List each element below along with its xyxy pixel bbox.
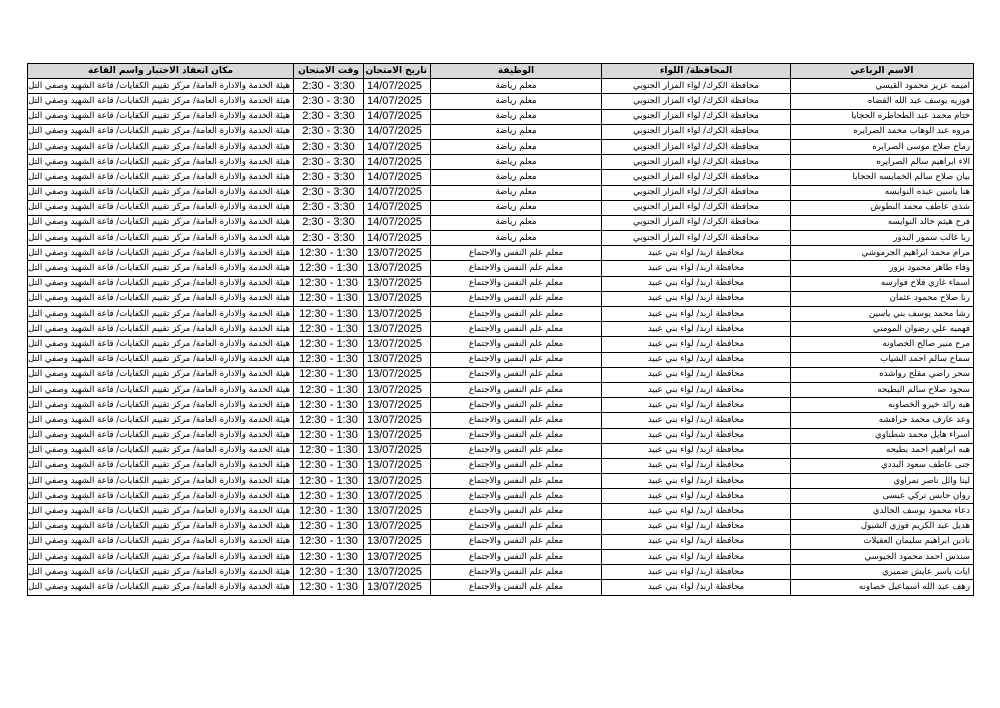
cell-governorate: محافظة اربد/ لواء بني عبيد <box>602 322 791 337</box>
cell-place: هيئة الخدمة والادارة العامة/ مركز تقييم الكفايات/ قاعة الشهيد وصفي التل <box>28 458 294 473</box>
cell-date: 13/07/2025 <box>364 291 431 306</box>
cell-date: 14/07/2025 <box>364 215 431 230</box>
cell-time: 12:30 - 1:30 <box>294 443 364 458</box>
cell-governorate: محافظة اربد/ لواء بني عبيد <box>602 580 791 595</box>
cell-job: معلم رياضة <box>431 94 602 109</box>
cell-place: هيئة الخدمة والادارة العامة/ مركز تقييم الكفايات/ قاعة الشهيد وصفي التل <box>28 534 294 549</box>
header-governorate: المحافظة/ اللواء <box>602 64 791 79</box>
table-row <box>28 139 974 154</box>
cell-name: بيان صلاح سالم الخمايسه الحجايا <box>791 170 974 185</box>
cell-place: هيئة الخدمة والادارة العامة/ مركز تقييم الكفايات/ قاعة الشهيد وصفي التل <box>28 79 294 94</box>
cell-time: 12:30 - 1:30 <box>294 352 364 367</box>
cell-job: معلم علم النفس والاجتماع <box>431 474 602 489</box>
cell-job: معلم علم النفس والاجتماع <box>431 504 602 519</box>
cell-time: 12:30 - 1:30 <box>294 413 364 428</box>
cell-name: رهف عبد الله اسماعيل خصاونه <box>791 580 974 595</box>
table-row <box>28 428 974 443</box>
cell-place: هيئة الخدمة والادارة العامة/ مركز تقييم الكفايات/ قاعة الشهيد وصفي التل <box>28 550 294 565</box>
cell-job: معلم علم النفس والاجتماع <box>431 291 602 306</box>
cell-date: 13/07/2025 <box>364 474 431 489</box>
cell-governorate: محافظة اربد/ لواء بني عبيد <box>602 489 791 504</box>
table-row <box>28 170 974 185</box>
cell-date: 13/07/2025 <box>364 307 431 322</box>
cell-place: هيئة الخدمة والادارة العامة/ مركز تقييم الكفايات/ قاعة الشهيد وصفي التل <box>28 200 294 215</box>
cell-name: اسماء غازي فلاح فوارسه <box>791 276 974 291</box>
cell-time: 12:30 - 1:30 <box>294 291 364 306</box>
cell-governorate: محافظة الكرك/ لواء المزار الجنوبي <box>602 215 791 230</box>
cell-time: 12:30 - 1:30 <box>294 261 364 276</box>
cell-governorate: محافظة اربد/ لواء بني عبيد <box>602 504 791 519</box>
cell-place: هيئة الخدمة والادارة العامة/ مركز تقييم الكفايات/ قاعة الشهيد وصفي التل <box>28 337 294 352</box>
table-body <box>28 79 974 595</box>
cell-job: معلم رياضة <box>431 139 602 154</box>
cell-governorate: محافظة اربد/ لواء بني عبيد <box>602 519 791 534</box>
table-row <box>28 94 974 109</box>
cell-name: فوزيه يوسف عبد الله القضاه <box>791 94 974 109</box>
table-row <box>28 79 974 94</box>
cell-name: فرح هيثم خالد النوايسه <box>791 215 974 230</box>
cell-name: سماح سالم احمد الشياب <box>791 352 974 367</box>
table-row <box>28 231 974 246</box>
cell-date: 13/07/2025 <box>364 428 431 443</box>
cell-date: 13/07/2025 <box>364 504 431 519</box>
cell-name: هبه ابراهيم احمد بطيحه <box>791 443 974 458</box>
table-row <box>28 443 974 458</box>
cell-place: هيئة الخدمة والادارة العامة/ مركز تقييم الكفايات/ قاعة الشهيد وصفي التل <box>28 109 294 124</box>
cell-place: هيئة الخدمة والادارة العامة/ مركز تقييم الكفايات/ قاعة الشهيد وصفي التل <box>28 580 294 595</box>
cell-governorate: محافظة اربد/ لواء بني عبيد <box>602 443 791 458</box>
cell-name: ايات ياسر عايش ضميري <box>791 565 974 580</box>
cell-date: 14/07/2025 <box>364 124 431 139</box>
cell-name: مرح منير صالح الخصاونه <box>791 337 974 352</box>
cell-time: 12:30 - 1:30 <box>294 428 364 443</box>
cell-governorate: محافظة اربد/ لواء بني عبيد <box>602 382 791 397</box>
cell-name: رنا صلاح محمود عثمان <box>791 291 974 306</box>
cell-date: 13/07/2025 <box>364 458 431 473</box>
cell-job: معلم علم النفس والاجتماع <box>431 398 602 413</box>
cell-job: معلم علم النفس والاجتماع <box>431 367 602 382</box>
cell-time: 2:30 - 3:30 <box>294 155 364 170</box>
exam-schedule-table <box>27 63 974 596</box>
cell-governorate: محافظة اربد/ لواء بني عبيد <box>602 307 791 322</box>
cell-governorate: محافظة اربد/ لواء بني عبيد <box>602 291 791 306</box>
cell-time: 2:30 - 3:30 <box>294 215 364 230</box>
cell-time: 2:30 - 3:30 <box>294 231 364 246</box>
cell-time: 12:30 - 1:30 <box>294 307 364 322</box>
cell-job: معلم رياضة <box>431 155 602 170</box>
cell-date: 13/07/2025 <box>364 550 431 565</box>
cell-governorate: محافظة اربد/ لواء بني عبيد <box>602 337 791 352</box>
cell-job: معلم رياضة <box>431 170 602 185</box>
cell-time: 2:30 - 3:30 <box>294 109 364 124</box>
table-row <box>28 352 974 367</box>
cell-place: هيئة الخدمة والادارة العامة/ مركز تقييم الكفايات/ قاعة الشهيد وصفي التل <box>28 489 294 504</box>
cell-name: ربا غالب سمور البدور <box>791 231 974 246</box>
cell-date: 13/07/2025 <box>364 398 431 413</box>
table-row <box>28 519 974 534</box>
cell-date: 13/07/2025 <box>364 382 431 397</box>
cell-time: 12:30 - 1:30 <box>294 276 364 291</box>
cell-time: 12:30 - 1:30 <box>294 322 364 337</box>
cell-time: 12:30 - 1:30 <box>294 458 364 473</box>
cell-date: 13/07/2025 <box>364 519 431 534</box>
cell-job: معلم رياضة <box>431 231 602 246</box>
cell-time: 12:30 - 1:30 <box>294 489 364 504</box>
cell-date: 14/07/2025 <box>364 109 431 124</box>
cell-governorate: محافظة الكرك/ لواء المزار الجنوبي <box>602 170 791 185</box>
cell-place: هيئة الخدمة والادارة العامة/ مركز تقييم الكفايات/ قاعة الشهيد وصفي التل <box>28 215 294 230</box>
cell-job: معلم علم النفس والاجتماع <box>431 382 602 397</box>
table-row <box>28 185 974 200</box>
cell-place: هيئة الخدمة والادارة العامة/ مركز تقييم الكفايات/ قاعة الشهيد وصفي التل <box>28 185 294 200</box>
cell-governorate: محافظة الكرك/ لواء المزار الجنوبي <box>602 200 791 215</box>
cell-job: معلم علم النفس والاجتماع <box>431 580 602 595</box>
cell-date: 13/07/2025 <box>364 565 431 580</box>
table-row <box>28 489 974 504</box>
cell-job: معلم علم النفس والاجتماع <box>431 352 602 367</box>
cell-governorate: محافظة اربد/ لواء بني عبيد <box>602 474 791 489</box>
cell-date: 13/07/2025 <box>364 276 431 291</box>
cell-name: وعد عارف محمد حرافشه <box>791 413 974 428</box>
cell-date: 13/07/2025 <box>364 413 431 428</box>
cell-governorate: محافظة الكرك/ لواء المزار الجنوبي <box>602 109 791 124</box>
cell-governorate: محافظة اربد/ لواء بني عبيد <box>602 550 791 565</box>
cell-date: 13/07/2025 <box>364 337 431 352</box>
table-row <box>28 124 974 139</box>
cell-time: 12:30 - 1:30 <box>294 504 364 519</box>
cell-governorate: محافظة اربد/ لواء بني عبيد <box>602 428 791 443</box>
cell-place: هيئة الخدمة والادارة العامة/ مركز تقييم الكفايات/ قاعة الشهيد وصفي التل <box>28 565 294 580</box>
cell-name: فهميه علي رضوان المومني <box>791 322 974 337</box>
cell-date: 13/07/2025 <box>364 580 431 595</box>
cell-job: معلم علم النفس والاجتماع <box>431 246 602 261</box>
cell-time: 12:30 - 1:30 <box>294 382 364 397</box>
cell-date: 13/07/2025 <box>364 489 431 504</box>
header-place: مكان انعقاد الاختبار واسم القاعة <box>28 64 294 79</box>
cell-place: هيئة الخدمة والادارة العامة/ مركز تقييم الكفايات/ قاعة الشهيد وصفي التل <box>28 231 294 246</box>
cell-time: 2:30 - 3:30 <box>294 200 364 215</box>
cell-date: 13/07/2025 <box>364 246 431 261</box>
cell-date: 14/07/2025 <box>364 200 431 215</box>
cell-time: 12:30 - 1:30 <box>294 398 364 413</box>
cell-governorate: محافظة اربد/ لواء بني عبيد <box>602 276 791 291</box>
header-job: الوظيفة <box>431 64 602 79</box>
cell-time: 12:30 - 1:30 <box>294 337 364 352</box>
cell-date: 13/07/2025 <box>364 261 431 276</box>
cell-date: 14/07/2025 <box>364 170 431 185</box>
table-row <box>28 200 974 215</box>
cell-job: معلم علم النفس والاجتماع <box>431 534 602 549</box>
cell-place: هيئة الخدمة والادارة العامة/ مركز تقييم الكفايات/ قاعة الشهيد وصفي التل <box>28 291 294 306</box>
table-row <box>28 155 974 170</box>
table-row <box>28 215 974 230</box>
cell-date: 13/07/2025 <box>364 367 431 382</box>
cell-place: هيئة الخدمة والادارة العامة/ مركز تقييم الكفايات/ قاعة الشهيد وصفي التل <box>28 322 294 337</box>
cell-place: هيئة الخدمة والادارة العامة/ مركز تقييم الكفايات/ قاعة الشهيد وصفي التل <box>28 246 294 261</box>
cell-job: معلم علم النفس والاجتماع <box>431 458 602 473</box>
cell-name: الاء ابراهيم سالم الصرايره <box>791 155 974 170</box>
cell-job: معلم علم النفس والاجتماع <box>431 276 602 291</box>
cell-name: اميمه عزيز محمود القيسي <box>791 79 974 94</box>
cell-time: 2:30 - 3:30 <box>294 94 364 109</box>
cell-name: سجود صلاح سالم البطيحه <box>791 382 974 397</box>
cell-time: 12:30 - 1:30 <box>294 580 364 595</box>
cell-job: معلم علم النفس والاجتماع <box>431 337 602 352</box>
cell-governorate: محافظة اربد/ لواء بني عبيد <box>602 458 791 473</box>
cell-job: معلم علم النفس والاجتماع <box>431 489 602 504</box>
cell-name: هديل عبد الكريم فوزي الشبول <box>791 519 974 534</box>
table-header-row <box>28 64 974 79</box>
table-row <box>28 534 974 549</box>
cell-time: 2:30 - 3:30 <box>294 124 364 139</box>
cell-name: سندس احمد محمود الجيوسي <box>791 550 974 565</box>
table-row <box>28 291 974 306</box>
table-row <box>28 307 974 322</box>
cell-governorate: محافظة الكرك/ لواء المزار الجنوبي <box>602 94 791 109</box>
table-row <box>28 109 974 124</box>
cell-governorate: محافظة اربد/ لواء بني عبيد <box>602 261 791 276</box>
cell-time: 12:30 - 1:30 <box>294 367 364 382</box>
cell-governorate: محافظة الكرك/ لواء المزار الجنوبي <box>602 139 791 154</box>
cell-governorate: محافظة اربد/ لواء بني عبيد <box>602 565 791 580</box>
cell-place: هيئة الخدمة والادارة العامة/ مركز تقييم الكفايات/ قاعة الشهيد وصفي التل <box>28 307 294 322</box>
table-row <box>28 398 974 413</box>
cell-job: معلم علم النفس والاجتماع <box>431 550 602 565</box>
cell-job: معلم رياضة <box>431 200 602 215</box>
cell-place: هيئة الخدمة والادارة العامة/ مركز تقييم الكفايات/ قاعة الشهيد وصفي التل <box>28 261 294 276</box>
table-row <box>28 550 974 565</box>
table-row <box>28 322 974 337</box>
cell-date: 14/07/2025 <box>364 231 431 246</box>
cell-time: 2:30 - 3:30 <box>294 79 364 94</box>
cell-date: 14/07/2025 <box>364 139 431 154</box>
table-row <box>28 367 974 382</box>
cell-governorate: محافظة الكرك/ لواء المزار الجنوبي <box>602 231 791 246</box>
cell-job: معلم علم النفس والاجتماع <box>431 413 602 428</box>
cell-name: وفاء طاهر محمود بزور <box>791 261 974 276</box>
cell-governorate: محافظة الكرك/ لواء المزار الجنوبي <box>602 79 791 94</box>
cell-place: هيئة الخدمة والادارة العامة/ مركز تقييم الكفايات/ قاعة الشهيد وصفي التل <box>28 428 294 443</box>
cell-job: معلم علم النفس والاجتماع <box>431 519 602 534</box>
cell-name: رماح صلاح موسى الصرايره <box>791 139 974 154</box>
cell-governorate: محافظة اربد/ لواء بني عبيد <box>602 398 791 413</box>
cell-governorate: محافظة اربد/ لواء بني عبيد <box>602 246 791 261</box>
table-row <box>28 382 974 397</box>
table-row <box>28 246 974 261</box>
cell-job: معلم علم النفس والاجتماع <box>431 565 602 580</box>
cell-job: معلم علم النفس والاجتماع <box>431 443 602 458</box>
cell-name: دعاء محمود يوسف الخالدي <box>791 504 974 519</box>
cell-date: 13/07/2025 <box>364 534 431 549</box>
cell-job: معلم رياضة <box>431 215 602 230</box>
cell-name: لينا وائل ناصر نمراوي <box>791 474 974 489</box>
cell-governorate: محافظة اربد/ لواء بني عبيد <box>602 367 791 382</box>
cell-place: هيئة الخدمة والادارة العامة/ مركز تقييم الكفايات/ قاعة الشهيد وصفي التل <box>28 519 294 534</box>
cell-name: جنى عاطف سعود البددي <box>791 458 974 473</box>
cell-place: هيئة الخدمة والادارة العامة/ مركز تقييم الكفايات/ قاعة الشهيد وصفي التل <box>28 443 294 458</box>
cell-time: 12:30 - 1:30 <box>294 519 364 534</box>
cell-job: معلم علم النفس والاجتماع <box>431 261 602 276</box>
cell-place: هيئة الخدمة والادارة العامة/ مركز تقييم الكفايات/ قاعة الشهيد وصفي التل <box>28 276 294 291</box>
cell-time: 12:30 - 1:30 <box>294 246 364 261</box>
cell-time: 2:30 - 3:30 <box>294 139 364 154</box>
cell-date: 14/07/2025 <box>364 79 431 94</box>
cell-job: معلم علم النفس والاجتماع <box>431 428 602 443</box>
table-row <box>28 413 974 428</box>
cell-time: 2:30 - 3:30 <box>294 170 364 185</box>
cell-place: هيئة الخدمة والادارة العامة/ مركز تقييم الكفايات/ قاعة الشهيد وصفي التل <box>28 155 294 170</box>
cell-job: معلم رياضة <box>431 185 602 200</box>
cell-governorate: محافظة اربد/ لواء بني عبيد <box>602 352 791 367</box>
cell-place: هيئة الخدمة والادارة العامة/ مركز تقييم الكفايات/ قاعة الشهيد وصفي التل <box>28 504 294 519</box>
cell-date: 14/07/2025 <box>364 185 431 200</box>
cell-name: سحر راضي مقلح رواشده <box>791 367 974 382</box>
cell-time: 12:30 - 1:30 <box>294 474 364 489</box>
cell-time: 12:30 - 1:30 <box>294 565 364 580</box>
cell-date: 13/07/2025 <box>364 322 431 337</box>
table-row <box>28 474 974 489</box>
table-row <box>28 276 974 291</box>
cell-time: 12:30 - 1:30 <box>294 550 364 565</box>
cell-place: هيئة الخدمة والادارة العامة/ مركز تقييم الكفايات/ قاعة الشهيد وصفي التل <box>28 367 294 382</box>
header-name: الاسم الرباعي <box>791 64 974 79</box>
cell-job: معلم علم النفس والاجتماع <box>431 322 602 337</box>
cell-place: هيئة الخدمة والادارة العامة/ مركز تقييم الكفايات/ قاعة الشهيد وصفي التل <box>28 170 294 185</box>
cell-name: مروه عبد الوهاب محمد الصرايره <box>791 124 974 139</box>
cell-date: 14/07/2025 <box>364 94 431 109</box>
cell-name: هنا ياسين عبده النوايسه <box>791 185 974 200</box>
cell-governorate: محافظة اربد/ لواء بني عبيد <box>602 534 791 549</box>
cell-job: معلم رياضة <box>431 109 602 124</box>
cell-time: 12:30 - 1:30 <box>294 534 364 549</box>
table-row <box>28 504 974 519</box>
cell-date: 13/07/2025 <box>364 352 431 367</box>
cell-job: معلم علم النفس والاجتماع <box>431 307 602 322</box>
cell-place: هيئة الخدمة والادارة العامة/ مركز تقييم الكفايات/ قاعة الشهيد وصفي التل <box>28 413 294 428</box>
cell-date: 14/07/2025 <box>364 155 431 170</box>
table-row <box>28 337 974 352</box>
cell-job: معلم رياضة <box>431 79 602 94</box>
cell-time: 2:30 - 3:30 <box>294 185 364 200</box>
cell-place: هيئة الخدمة والادارة العامة/ مركز تقييم الكفايات/ قاعة الشهيد وصفي التل <box>28 474 294 489</box>
table-row <box>28 580 974 595</box>
cell-job: معلم رياضة <box>431 124 602 139</box>
cell-governorate: محافظة اربد/ لواء بني عبيد <box>602 413 791 428</box>
cell-place: هيئة الخدمة والادارة العامة/ مركز تقييم الكفايات/ قاعة الشهيد وصفي التل <box>28 94 294 109</box>
cell-name: مرام محمد ابراهيم الجرموشي <box>791 246 974 261</box>
cell-place: هيئة الخدمة والادارة العامة/ مركز تقييم الكفايات/ قاعة الشهيد وصفي التل <box>28 124 294 139</box>
cell-place: هيئة الخدمة والادارة العامة/ مركز تقييم الكفايات/ قاعة الشهيد وصفي التل <box>28 398 294 413</box>
cell-name: هبه رائد خيرو الخصاونه <box>791 398 974 413</box>
table-row <box>28 261 974 276</box>
cell-name: شذى عاطف محمد البطوش <box>791 200 974 215</box>
cell-name: نادين ابراهيم سليمان العقيلات <box>791 534 974 549</box>
cell-name: اسراء هايل محمد شطناوي <box>791 428 974 443</box>
header-time: وقت الامتحان <box>294 64 364 79</box>
header-date: تاريخ الامتحان <box>364 64 431 79</box>
cell-name: ختام محمد عبد الطحاطره الحجايا <box>791 109 974 124</box>
cell-name: رشا محمد يوسف بني ياسين <box>791 307 974 322</box>
cell-governorate: محافظة الكرك/ لواء المزار الجنوبي <box>602 155 791 170</box>
cell-place: هيئة الخدمة والادارة العامة/ مركز تقييم الكفايات/ قاعة الشهيد وصفي التل <box>28 382 294 397</box>
cell-governorate: محافظة الكرك/ لواء المزار الجنوبي <box>602 185 791 200</box>
cell-governorate: محافظة الكرك/ لواء المزار الجنوبي <box>602 124 791 139</box>
cell-date: 13/07/2025 <box>364 443 431 458</box>
cell-name: روان حابس تركي عيسى <box>791 489 974 504</box>
cell-place: هيئة الخدمة والادارة العامة/ مركز تقييم الكفايات/ قاعة الشهيد وصفي التل <box>28 139 294 154</box>
cell-place: هيئة الخدمة والادارة العامة/ مركز تقييم الكفايات/ قاعة الشهيد وصفي التل <box>28 352 294 367</box>
table-row <box>28 565 974 580</box>
table-row <box>28 458 974 473</box>
